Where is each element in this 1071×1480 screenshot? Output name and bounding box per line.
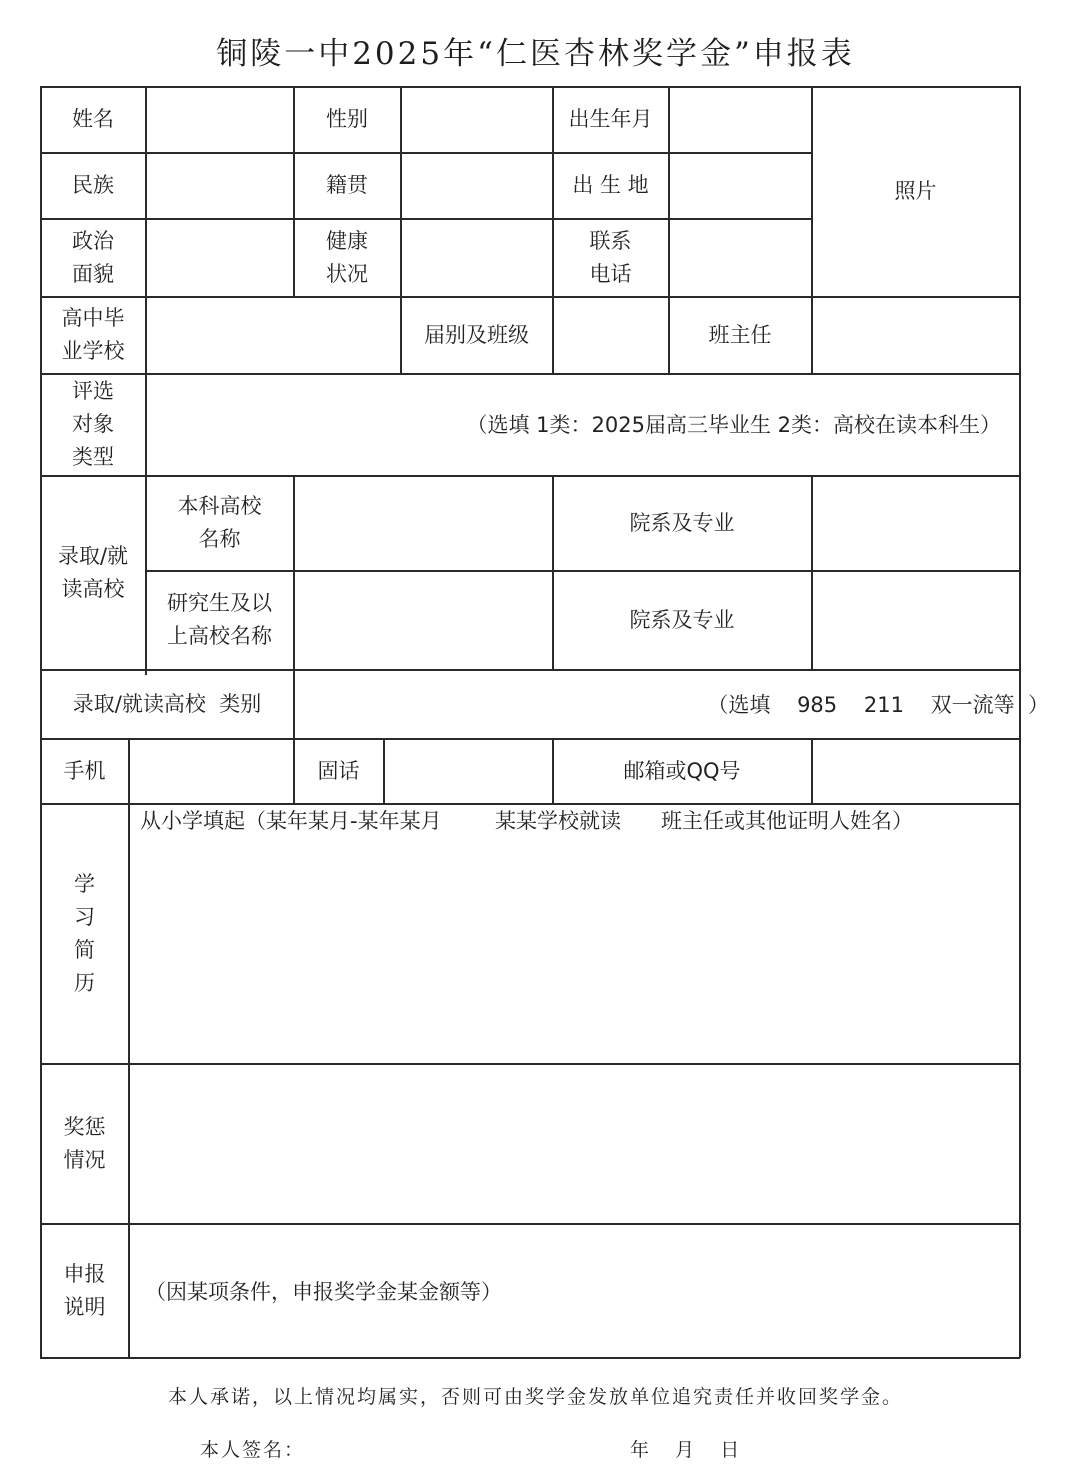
ethnicity-label: 民族 <box>72 173 114 197</box>
high-school-label: 高中毕 业学校 <box>61 306 125 363</box>
name-label: 姓名 <box>72 107 114 131</box>
study-history-label: 学 习 简 历 <box>74 871 95 995</box>
email-qq-label: 邮箱或QQ号 <box>623 758 741 783</box>
email-qq-field[interactable] <box>812 739 1019 803</box>
high-school-field[interactable] <box>146 297 400 373</box>
declaration-hint: （因某项条件，申报奖学金某金额等） <box>145 1280 502 1304</box>
graduate-department-field[interactable] <box>812 571 1019 669</box>
graduate-school-label: 研究生及以 上高校名称 <box>167 591 272 648</box>
landline-field[interactable] <box>384 739 552 803</box>
birthplace-label: 出 生 地 <box>572 173 649 197</box>
undergrad-school-label: 本科高校 名称 <box>177 494 262 551</box>
gender-field[interactable] <box>401 87 552 152</box>
birth-date-field[interactable] <box>669 87 811 152</box>
school-type-label: 录取/就读高校 类别 <box>72 691 262 716</box>
signature-label: 本人签名： <box>200 1439 306 1461</box>
health-field[interactable] <box>401 219 552 296</box>
undergrad-department-label: 院系及专业 <box>629 510 735 535</box>
photo-box[interactable]: 照片 <box>894 179 937 203</box>
native-place-field[interactable] <box>401 153 552 218</box>
political-status-label: 政治 面貌 <box>72 228 114 286</box>
undergrad-department-field[interactable] <box>812 476 1019 570</box>
admission-school-label: 录取/就 读高校 <box>57 543 129 601</box>
study-history-field[interactable] <box>129 804 1019 1063</box>
head-teacher-field[interactable] <box>812 297 1019 373</box>
name-field[interactable] <box>146 87 293 152</box>
applicant-category-hint: （选填 1类：2025届高三毕业生 2类：高校在读本科生） <box>466 413 1001 437</box>
head-teacher-label: 班主任 <box>708 322 772 347</box>
birth-date-label: 出生年月 <box>568 107 653 131</box>
declaration-label: 申报 说明 <box>63 1261 106 1319</box>
awards-field[interactable] <box>129 1064 1019 1223</box>
promise-statement: 本人承诺，以上情况均属实，否则可由奖学金发放单位追究责任并收回奖学金。 <box>167 1386 903 1408</box>
gender-label: 性别 <box>326 107 368 131</box>
ethnicity-field[interactable] <box>146 153 293 218</box>
awards-label: 奖惩 情况 <box>63 1114 106 1172</box>
undergrad-school-field[interactable] <box>294 476 552 570</box>
political-status-field[interactable] <box>146 219 293 296</box>
birthplace-field[interactable] <box>669 153 811 218</box>
mobile-label: 手机 <box>63 758 106 783</box>
graduation-class-label: 届别及班级 <box>424 322 529 347</box>
form-title: 铜陵一中2025年“仁医杏林奖学金”申报表 <box>216 36 855 72</box>
graduate-department-label: 院系及专业 <box>629 607 735 632</box>
native-place-label: 籍贯 <box>326 173 368 197</box>
contact-phone-field[interactable] <box>669 219 811 296</box>
applicant-category-label: 评选 对象 类型 <box>72 379 114 469</box>
mobile-field[interactable] <box>129 739 293 803</box>
study-history-hint: 从小学填起（某年某月-某年某月 某某学校就读 班主任或其他证明人姓名） <box>140 809 914 833</box>
table-border-right <box>1019 86 1021 1358</box>
graduate-school-field[interactable] <box>294 571 552 669</box>
table-border-bottom <box>40 1357 1020 1359</box>
landline-label: 固话 <box>317 758 360 783</box>
school-type-hint: （选填 985 211 双一流等 ） <box>707 693 1049 717</box>
health-label: 健康 状况 <box>326 228 368 286</box>
date-field: 年 月 日 <box>630 1439 742 1461</box>
graduation-class-field[interactable] <box>553 297 668 373</box>
contact-phone-label: 联系 电话 <box>589 228 632 286</box>
